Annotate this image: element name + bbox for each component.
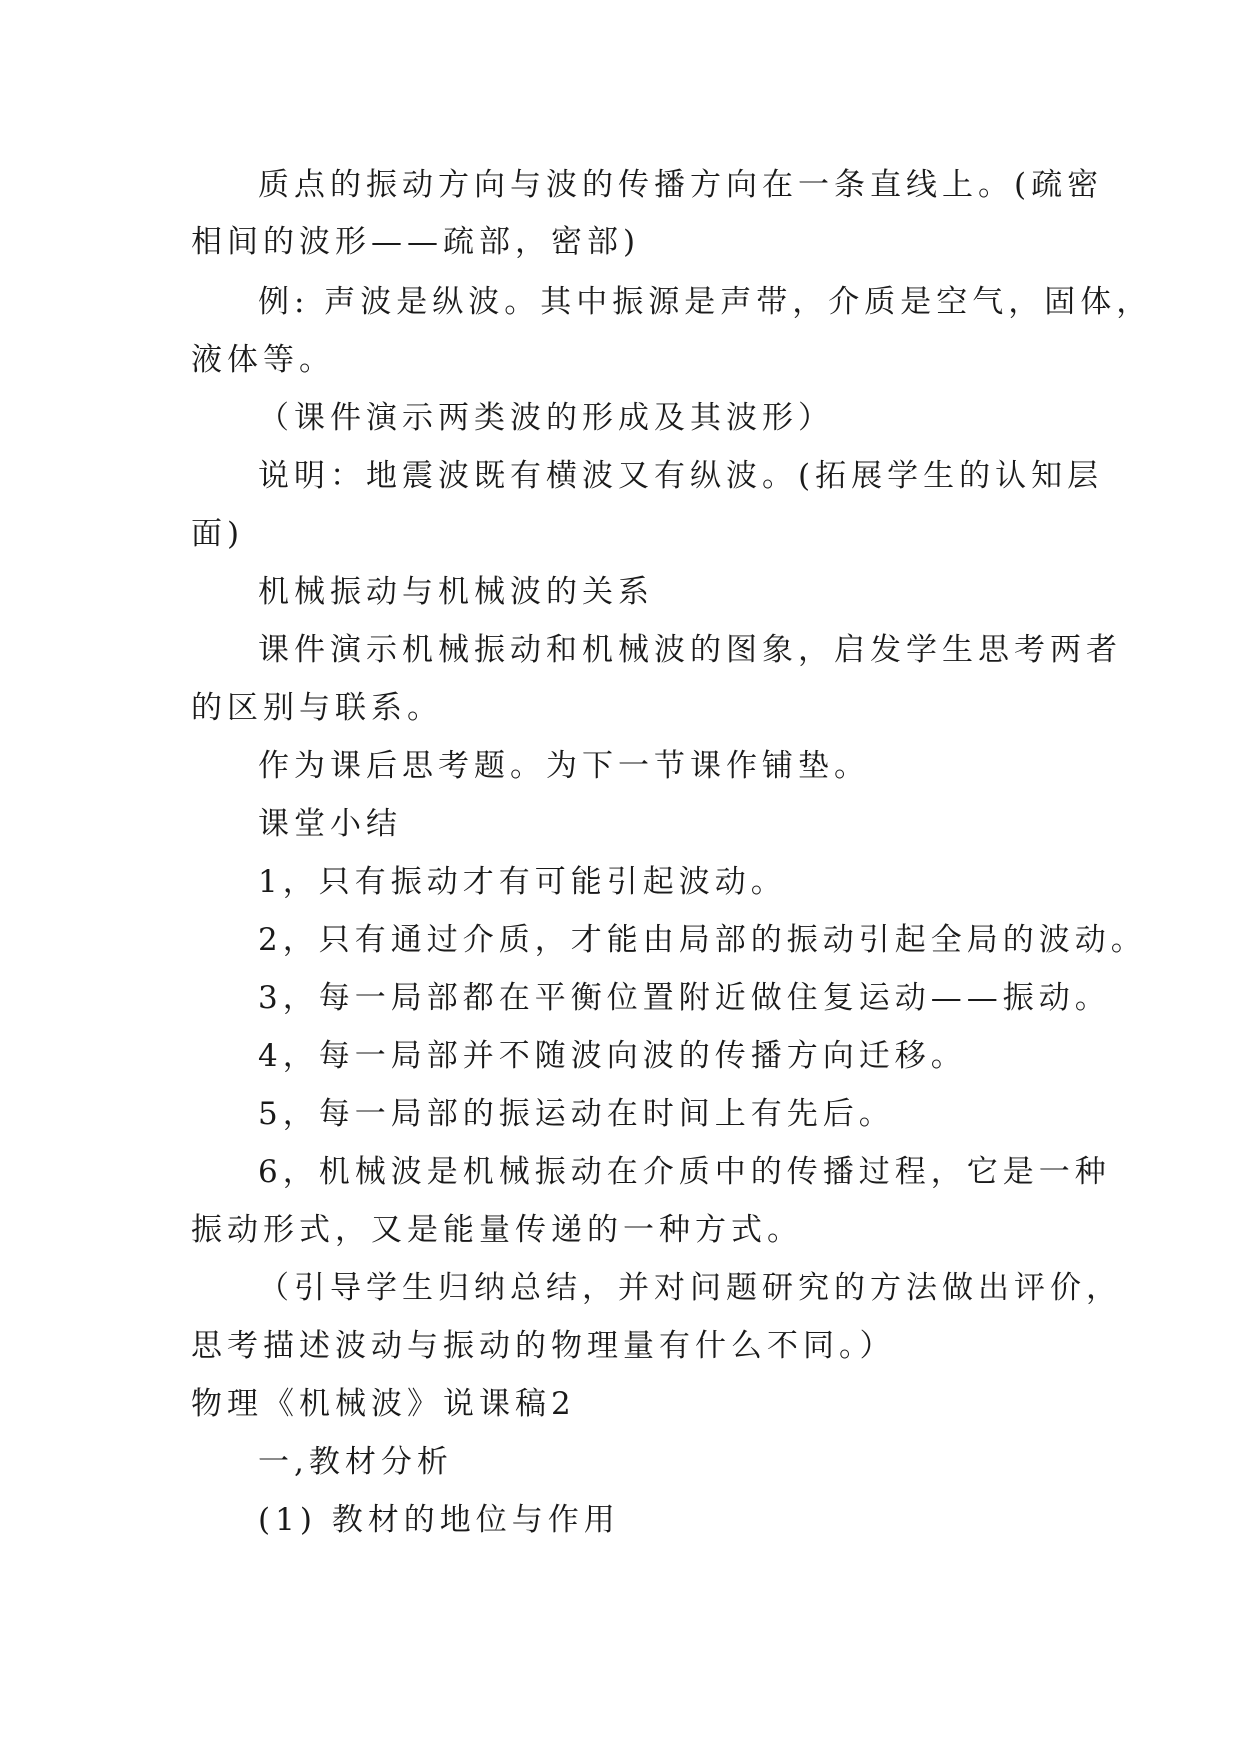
paragraph-line: 2，只有通过介质，才能由局部的振动引起全局的波动。 xyxy=(258,922,1147,958)
paragraph-line: 液体等。 xyxy=(191,342,335,378)
paragraph-line: 1，只有振动才有可能引起波动。 xyxy=(258,864,787,900)
section-heading: 一,教材分析 xyxy=(258,1444,453,1480)
paragraph-line: 课件演示机械振动和机械波的图象，启发学生思考两者 xyxy=(258,632,1122,668)
paragraph-line: 6，机械波是机械振动在介质中的传播过程，它是一种 xyxy=(258,1154,1111,1190)
paragraph-line: 课堂小结 xyxy=(258,806,402,842)
subsection-heading: (1) 教材的地位与作用 xyxy=(258,1502,620,1538)
paragraph-line: 振动形式，又是能量传递的一种方式。 xyxy=(191,1212,803,1248)
paragraph-line: 的区别与联系。 xyxy=(191,690,443,726)
paragraph-line: 说明：地震波既有横波又有纵波。(拓展学生的认知层 xyxy=(258,458,1104,494)
paragraph-line: 面) xyxy=(191,516,245,552)
paragraph-line: （引导学生归纳总结，并对问题研究的方法做出评价， xyxy=(258,1270,1122,1306)
paragraph-line: 思考描述波动与振动的物理量有什么不同。） xyxy=(191,1328,896,1364)
paragraph-line: 3，每一局部都在平衡位置附近做住复运动——振动。 xyxy=(258,980,1111,1016)
section-title: 物理《机械波》说课稿2 xyxy=(191,1386,576,1422)
paragraph-line: 机械振动与机械波的关系 xyxy=(258,574,654,610)
paragraph-line: 质点的振动方向与波的传播方向在一条直线上。(疏密 xyxy=(258,167,1104,203)
paragraph-line: 作为课后思考题。为下一节课作铺垫。 xyxy=(258,748,870,784)
paragraph-line: 5，每一局部的振运动在时间上有先后。 xyxy=(258,1096,895,1132)
paragraph-line: 4，每一局部并不随波向波的传播方向迁移。 xyxy=(258,1038,967,1074)
paragraph-line: 相间的波形——疏部，密部) xyxy=(191,224,641,260)
paragraph-line: 例: 声波是纵波。其中振源是声带，介质是空气，固体， xyxy=(258,284,1153,320)
paragraph-line: （课件演示两类波的形成及其波形） xyxy=(258,400,834,436)
